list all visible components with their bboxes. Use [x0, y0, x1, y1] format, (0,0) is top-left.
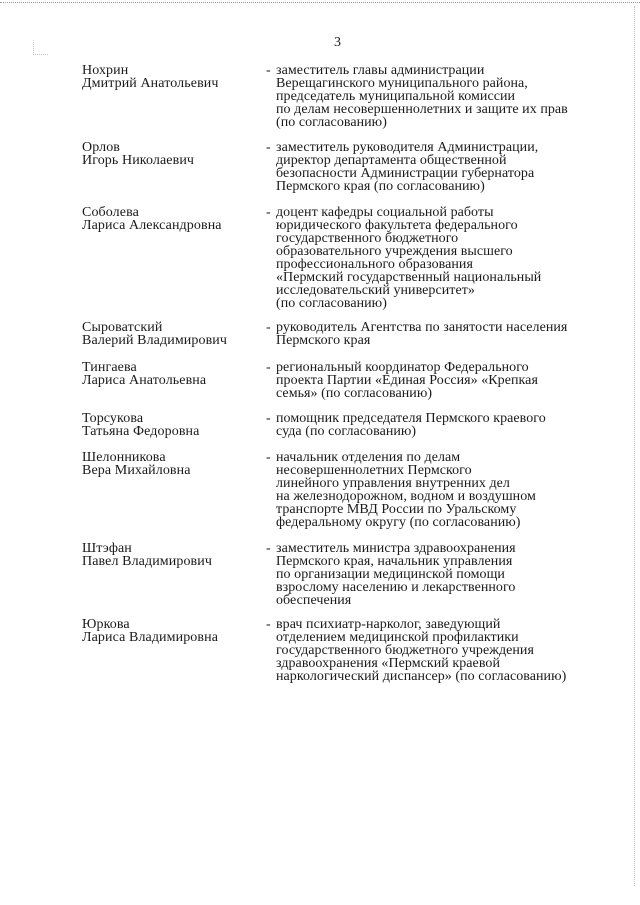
member-name: Юркова Лариса Владимировна	[82, 617, 219, 645]
member-role: заместитель министра здравоохранения Пермского края, начальник управления по организации медицинской помощи взрослому населению и лекарственного обеспечения	[276, 541, 516, 608]
list-dash: -	[266, 541, 271, 556]
list-dash: -	[266, 320, 271, 335]
list-dash: -	[266, 411, 271, 426]
scan-margin-mark	[33, 40, 48, 55]
member-role: доцент кафедры социальной работы юридического факультета федерального государственного бюджетного образовательного учреждения высшего профессионального образования «Пермский государственный национальный исследовательский университет» (по согласованию)	[276, 205, 542, 311]
member-name: Орлов Игорь Николаевич	[82, 140, 195, 168]
member-name: Штэфан Павел Владимирович	[82, 541, 213, 569]
member-role: заместитель главы администрации Верещагинского муниципального района, председатель муниципальной комиссии по делам несовершеннолетних и защите их прав (по согласованию)	[276, 63, 568, 130]
member-name: Соболева Лариса Александровна	[82, 205, 222, 233]
member-name: Нохрин Дмитрий Анатольевич	[82, 63, 219, 91]
scan-top-border	[0, 2, 640, 4]
list-dash: -	[266, 617, 271, 632]
member-name: Торсукова Татьяна Федоровна	[82, 411, 200, 439]
list-dash: -	[266, 205, 271, 220]
list-dash: -	[266, 63, 271, 78]
list-dash: -	[266, 450, 271, 465]
member-role: начальник отделения по делам несовершеннолетних Пермского линейного управления внутренних дел на железнодорожном, водном и воздушном транспорте МВД России по Уральскому федеральному округу (по согласованию)	[276, 450, 536, 530]
member-role: заместитель руководителя Администрации, директор департамента общественной безопасности Администрации губернатора Пермского края (по согласованию)	[276, 140, 539, 194]
member-role: руководитель Агентства по занятости населения Пермского края	[276, 320, 568, 348]
page-number: 3	[334, 35, 341, 50]
member-name: Шелонникова Вера Михайловна	[82, 450, 191, 478]
member-role: помощник председателя Пермского краевого суда (по согласованию)	[276, 411, 546, 439]
member-name: Тингаева Лариса Анатольевна	[82, 360, 207, 388]
list-dash: -	[266, 140, 271, 155]
scan-right-edge	[634, 6, 636, 886]
member-role: региональный координатор Федерального проекта Партии «Единая Россия» «Крепкая семья» (по согласованию)	[276, 360, 538, 401]
list-dash: -	[266, 360, 271, 375]
member-name: Сыроватский Валерий Владимирович	[82, 320, 228, 348]
member-role: врач психиатр-нарколог, заведующий отделением медицинской профилактики государственного бюджетного учреждения здравоохранения «Пермский краевой наркологический диспансер» (по согласованию)	[276, 617, 567, 684]
